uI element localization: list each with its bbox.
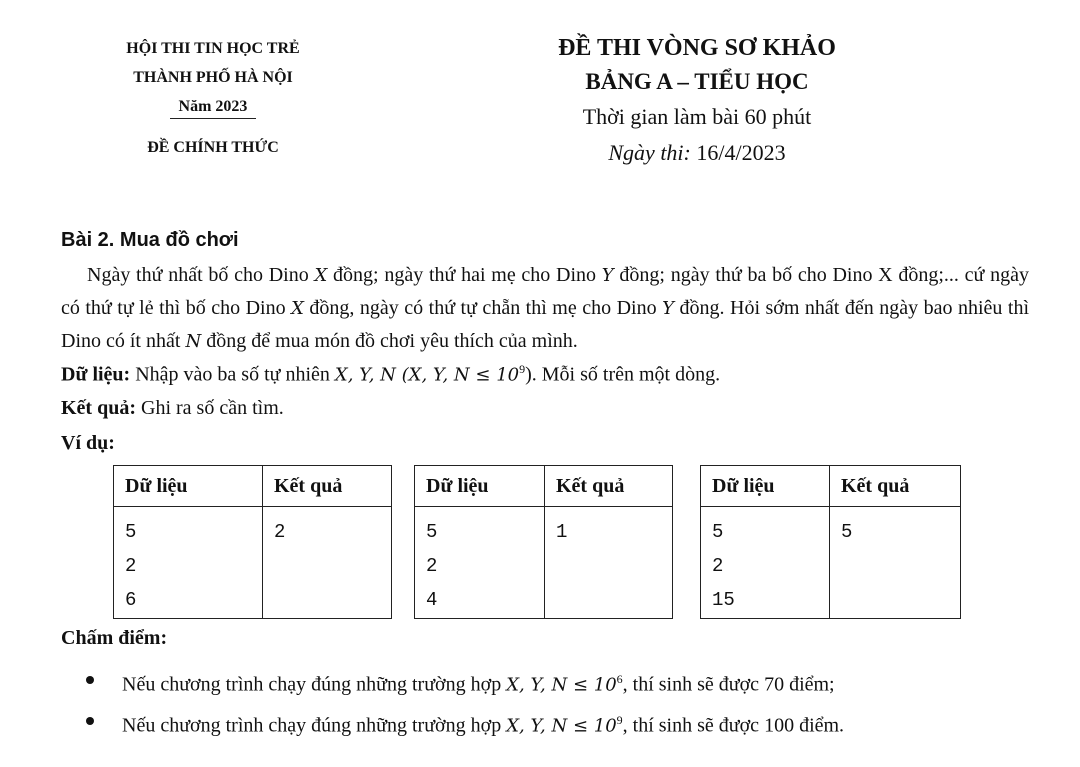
table-header: Dữ liệu: [114, 466, 263, 507]
input-cell: 5 2 4: [415, 507, 545, 619]
grading-label: Chấm điểm:: [61, 627, 168, 649]
output-cell: 1: [545, 507, 673, 619]
table-header: Kết quả: [545, 466, 673, 507]
input-label: Dữ liệu:: [61, 363, 131, 386]
table-header: Dữ liệu: [415, 466, 545, 507]
exam-board: BẢNG A – TIỂU HỌC: [585, 69, 809, 94]
table-header: Dữ liệu: [701, 466, 830, 507]
list-item: Nếu chương trình chạy đúng những trường hợp X, Y, $N \le 10^6$, thí sinh sẽ được 70 điểm;: [86, 662, 844, 703]
header-right: [537, 31, 857, 171]
list-item: Nếu chương trình chạy đúng những trường hợp X, Y, $N \le 10^9$, thí sinh sẽ được 100 điểm.: [86, 703, 844, 744]
example-table-3: [700, 465, 961, 619]
bullet-icon: [86, 676, 94, 684]
org-name: HỘI THI TIN HỌC TRẺ: [126, 40, 300, 57]
input-cell: 5 2 6: [114, 507, 263, 619]
header-left: [100, 34, 326, 162]
output-label: Kết quả:: [61, 397, 136, 419]
exam-year: Năm 2023: [178, 98, 248, 115]
example-table-1: [113, 465, 392, 619]
official-label: ĐỀ CHÍNH THỨC: [147, 139, 279, 156]
output-spec: Kết quả: Ghi ra số cần tìm.: [61, 397, 284, 419]
exam-date: [537, 135, 857, 171]
output-cell: 2: [263, 507, 392, 619]
bullet-icon: [86, 717, 94, 725]
exam-date-label: Ngày thi:: [608, 140, 691, 165]
output-cell: 5: [830, 507, 961, 619]
grading-list: [86, 662, 844, 743]
problem-statement: Ngày thứ nhất bố cho Dino X đồng; ngày thứ hai mẹ cho Dino Y đồng; ngày thứ ba bố cho Dino X đồng;... cứ ngày có thứ tự lẻ thì bố cho Dino X đồng, ngày có thứ tự chẵn thì mẹ cho Dino Y đồng. Hỏi sớm nhất đến ngày bao nhiêu thì Dino có ít nhất N đồng để mua món đồ chơi yêu thích của mình.: [61, 264, 1030, 352]
table-header: Kết quả: [263, 466, 392, 507]
input-cell: 5 2 15: [701, 507, 830, 619]
example-label: Ví dụ:: [61, 432, 115, 454]
exam-title: ĐỀ THI VÒNG SƠ KHẢO: [558, 35, 836, 61]
city-name: THÀNH PHỐ HÀ NỘI: [133, 69, 293, 86]
table-header: Kết quả: [830, 466, 961, 507]
example-table-2: [414, 465, 673, 619]
problem-title: Bài 2. Mua đồ chơi: [61, 229, 239, 251]
input-spec: Dữ liệu: Nhập vào ba số tự nhiên X, Y, N (X, Y, $N \le 10^9$). Mỗi số trên một dòng.: [61, 362, 721, 386]
exam-date-value: 16/4/2023: [696, 140, 786, 165]
exam-duration: Thời gian làm bài 60 phút: [582, 104, 812, 129]
